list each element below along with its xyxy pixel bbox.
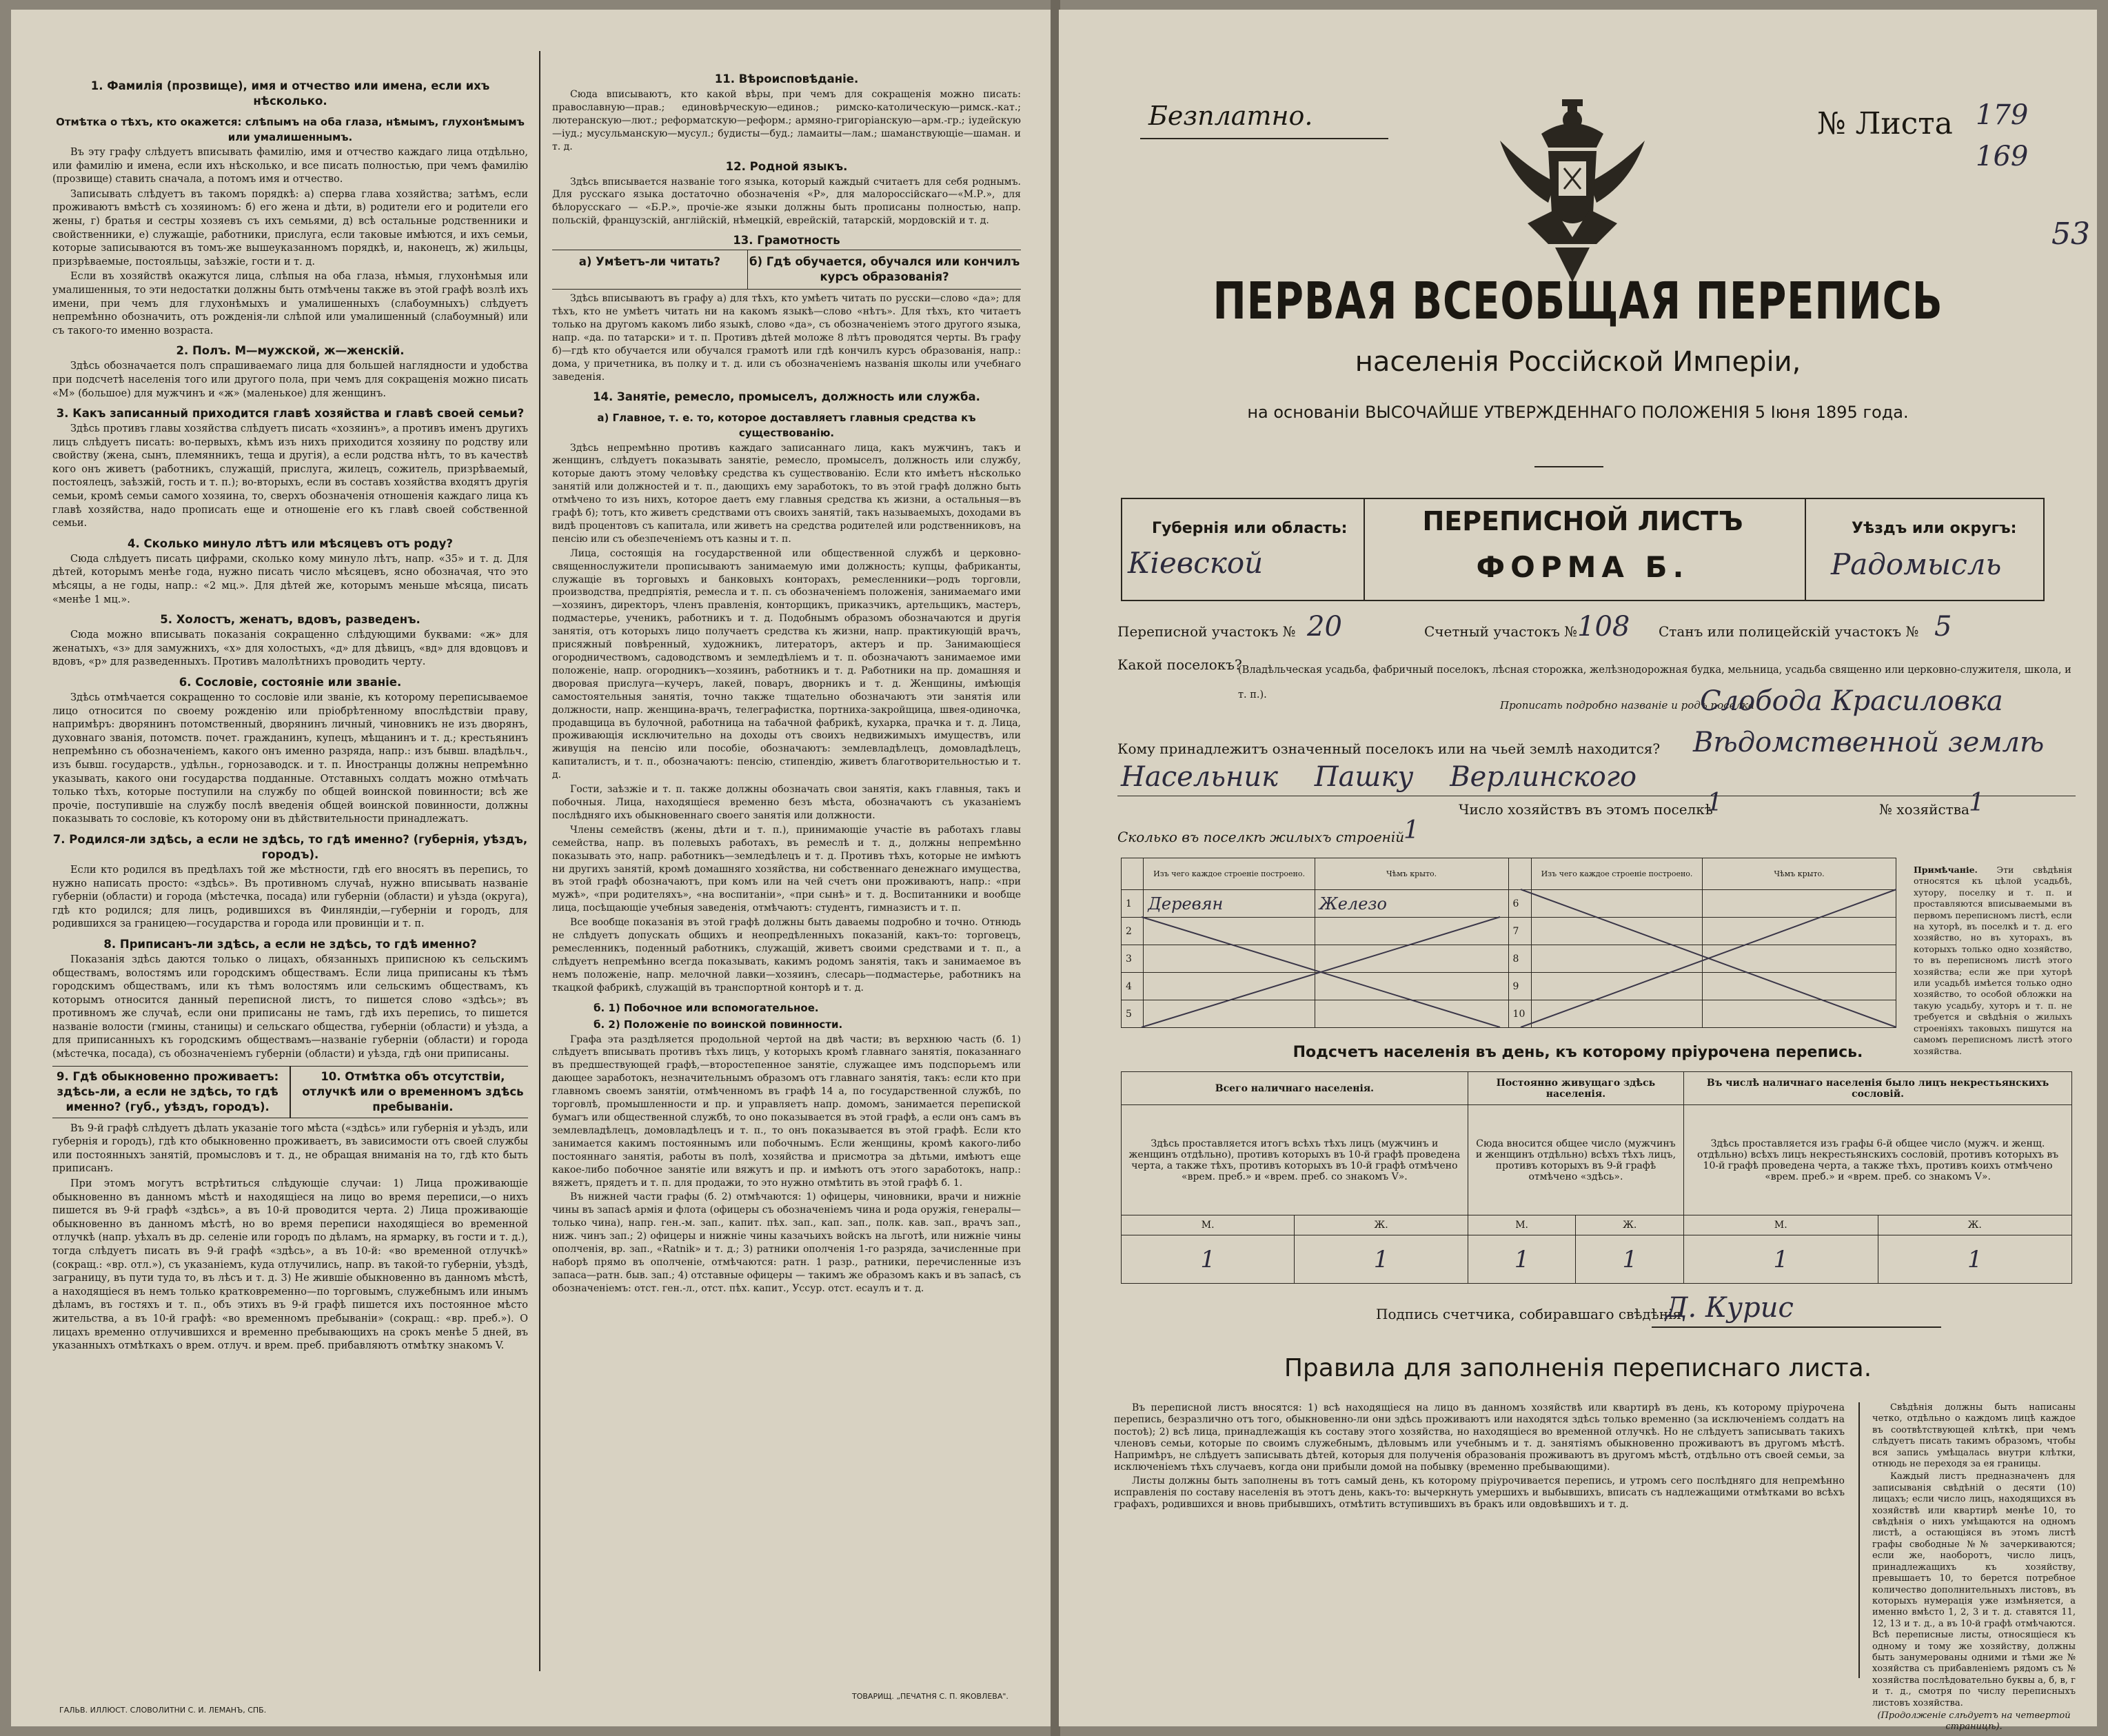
section-13-text: Здѣсь вписываютъ въ графу а) для тѣхъ, кто умѣетъ читать по русски—слово «да»; для тѣхъ, кто не умѣетъ читать ни на какомъ языкѣ—слово «нѣтъ». Для тѣхъ, кто читаетъ только на другомъ какомъ либо языкѣ, слово «да», съ обозначеніемъ этого другого языка, напр. «да. по татарски» и т. п. Противъ дѣтей моложе 8 лѣтъ проводятся черты. Въ графу б)—гдѣ кто обучается или обучался грамотѣ или гдѣ кончилъ курсъ образованія, напр.: дома, у причетника, въ полку и т. д. или съ обозначеніемъ названія школы или учебнаго заведенія. — [552, 293, 1021, 383]
count-value: 1 — [1122, 1235, 1295, 1284]
signature-line — [1652, 1326, 1941, 1328]
row-number: 7 — [1508, 918, 1531, 945]
female-header: Ж. — [1576, 1215, 1684, 1235]
section-9-text: При этомъ могутъ встрѣтиться слѣдующіе случаи: 1) Лица проживающіе обыкновенно въ данномъ мѣстѣ и находящіеся на лицо во время переписи,—о нихъ пишется въ 9-й графѣ «здѣсь», а въ 10-й проводится черта. 2) Лица проживающіе обыкновенно въ данномъ мѣстѣ, но во время переписи находящіеся во временной отлучкѣ (напр. уѣхалъ въ др. селеніе или городъ по дѣламъ, на ярмарку, въ гости и т. д.), тогда слѣдуетъ писать въ 9-й графѣ «здѣсь», а въ 10-й: «во временной отлучкѣ» (сокращ.: «вр. отл.»), съ указаніемъ, куда отлучились, напр. въ такой-то губерніи, уѣздѣ, заграницу, въ пути туда то, въ лѣсъ и т. д. 3) Не жившіе обыкновенно въ данномъ мѣстѣ, а находящіеся въ немъ только кратковременно—по торговымъ, служебнымъ или инымъ дѣламъ, въ гостяхъ и т. п., объ этихъ въ 9-й графѣ пишется ихъ постоянное мѣсто жительства, а въ 10-й графѣ: «во временномъ пребываніи» (сокращ.: «вр. преб.»). О лицахъ временно отлучившихся и временно пребывающихъ на срокъ менѣе 5 дней, въ указанныхъ отмѣткахъ о врем. отлуч. и врем. преб. прибавляютъ отмѣтку знакомъ V. — [52, 1178, 528, 1352]
count-text-present: Здѣсь проставляется итогъ всѣхъ тѣхъ лицъ (мужчинъ и женщинъ отдѣльно), противъ которыхъ въ 10-й графѣ проведена черта, а также тѣхъ, противъ которыхъ въ 10-й графѣ отмѣчено «врем. преб.» и «врем. преб. со знакомъ V». — [1122, 1105, 1468, 1215]
section-1-text: Записывать слѣдуетъ въ такомъ порядкѣ: а) сперва глава хозяйства; затѣмъ, если проживаютъ вмѣстѣ съ хозяиномъ: б) его жена и дѣти, в) родители его и родители его жены, г) братья и сестры хозяевъ съ ихъ семьями, д) всѣ остальные родственники и свойственники, е) служащіе, работники, прислуга, если таковые имѣются, и ихъ семьи, которые записываются въ томъ-же вышеуказанномъ порядкѣ, и, наконецъ, ж) жильцы, призрѣваемые, постояльцы, заѣзжіе, гости и т. д. — [52, 188, 528, 268]
section-13b-title: б) Гдѣ обучается, обучался или кончилъ курсъ образованія? — [749, 255, 1020, 284]
section-4-title: 4. Сколько минуло лѣтъ или мѣсяцевъ отъ роду? — [127, 536, 454, 550]
section-7-title: 7. Родился-ли здѣсь, а если не здѣсь, то гдѣ именно? (губернія, уѣздъ, городъ). — [52, 832, 528, 861]
sheet-number-handwritten-2: 169 — [1976, 141, 2029, 172]
male-header: М. — [1122, 1215, 1295, 1235]
section-1-text: Въ эту графу слѣдуетъ вписывать фамилію, имя и отчество каждаго лица отдѣльно, или фамилію и имена, если ихъ нѣсколько, и все писать полностью, при чемъ фамилію (прозвище) ставить сначала, а потомъ имя и отчество. — [52, 147, 528, 185]
household-number-label: № хозяйства — [1879, 801, 1969, 818]
buildings-label: Сколько въ поселкѣ жилыхъ строеній — [1117, 829, 1405, 845]
count-area-label: Счетный участокъ № — [1424, 623, 1578, 640]
row-number: 3 — [1122, 945, 1144, 973]
section-3-text: Здѣсь противъ главы хозяйства слѣдуетъ писать «хозяинъ», а противъ именъ другихъ лицъ слѣдуетъ писать: во-первыхъ, кѣмъ изъ нихъ приходится хозяину по родству или свойству (жена, сынъ, племянникъ, теща и другія), а если родства нѣтъ, то въ качествѣ кого онъ живетъ (работникъ, служащій, прислуга, жилецъ, сожитель, призрѣваемый, постоялецъ, заѣзжій, гость и т. п.); во-вторыхъ, если въ составъ хозяйства входятъ другія семьи, кромѣ семьи самого хозяина, то, сверхъ обозначенія отношенія каждаго лица къ главѣ хозяйства, надо прописать еще и отношеніе его къ главѣ своей собственной семьи. — [52, 423, 528, 529]
section-13-header — [552, 250, 1021, 290]
household-number-value: 1 — [1969, 789, 1985, 817]
section-9-text: Въ 9-й графѣ слѣдуетъ дѣлать указаніе того мѣста («здѣсь» или губернія и уѣздъ, или губернія и городъ), гдѣ кто обыкновенно проживаетъ, въ зависимости отъ своей службы или постоянныхъ занятій, промысловъ и т. д., не обращая вниманія на то, гдѣ кто быть приписанъ. — [52, 1122, 528, 1175]
police-area-value: 5 — [1934, 611, 1952, 643]
section-14-text: Все вообще показанія въ этой графѣ должны быть даваемы подробно и точно. Отнюдь не слѣдуетъ допускать общихъ и неопредѣленныхъ показаній, какъ-то: торговецъ, ремесленникъ, поденный работникъ, служащій, живетъ своими средствами и т. п., а слѣдуетъ непремѣнно всегда показывать, какимъ родомъ занятія, такъ и занимаемое въ немъ положеніе, напр. мелочной лавки—хозяинъ, слесарь—подмастерье, работникъ на ткацкой фабрикѣ, служащій въ транспортной конторѣ и т. д. — [552, 917, 1021, 993]
population-count-table — [1121, 1071, 2072, 1284]
rules-divider — [1858, 1402, 1860, 1678]
census-title: ПЕРВАЯ ВСЕОБЩАЯ ПЕРЕПИСЬ — [1213, 272, 1943, 331]
section-12-title: 12. Родной языкъ. — [725, 159, 848, 173]
material-header: Изъ чего каждое строеніе построено. — [1531, 858, 1702, 890]
column-divider — [539, 51, 540, 1671]
count-text-permanent: Сюда вносится общее число (мужчинъ и женщинъ отдѣльно) всѣхъ тѣхъ лицъ, противъ которыхъ въ 9-й графѣ отмѣчено «здѣсь». — [1468, 1105, 1683, 1215]
section-14-text: Члены семействъ (жены, дѣти и т. п.), принимающіе участіе въ работахъ главы семейства, напр. въ полевыхъ работахъ, въ ремеслѣ и т. д., должны непремѣнно показывать это, напр. работникъ—земледѣлецъ и т. д. Противъ тѣхъ, которые не имѣютъ ни другихъ занятій, кромѣ домашняго хозяйства, ни собственнаго денежнаго имущества, въ этой графѣ обозначаютъ, при комъ или на чей счетъ они проживаютъ, напр.: «при мужѣ», «при родителяхъ», «на воспитаніи», «при сынѣ» и т. д. Воспитанники и вообще лица, посѣщающіе учебныя заведенія, отмѣчаютъ: студентъ, гимназистъ и т. п. — [552, 824, 1021, 914]
households-label: Число хозяйствъ въ этомъ поселкѣ — [1459, 801, 1713, 818]
row-number: 5 — [1122, 1000, 1144, 1028]
count-text-non-peasant: Здѣсь проставляется изъ графы 6-й общее число (мужч. и женщ. отдѣльно) всѣхъ лицъ некрестьянскихъ сословій, противъ которыхъ въ 10-й графѣ проведена черта, а также тѣхъ, противъ коихъ отмѣчено «врем. преб.» и «врем. преб. со знакомъ V». — [1684, 1105, 2072, 1215]
cancel-cross-marks — [1121, 889, 1896, 1027]
printer-credit: ГАЛЬВ. ИЛЛЮСТ. СЛОВОЛИТНИ С. И. ЛЕМАНЪ, СПБ. — [59, 1706, 267, 1715]
section-5-text: Сюда можно вписывать показанія сокращенно слѣдующими буквами: «ж» для женатыхъ, «з» для замужнихъ, «х» для холостыхъ, «д» для дѣвицъ, «вд» для вдовцовъ и вдовъ, «р» для разведенныхъ. Противъ малолѣтнихъ проводить черту. — [52, 629, 528, 668]
row-number: 2 — [1122, 918, 1144, 945]
district-label: Уѣздъ или округъ: — [1852, 520, 2017, 537]
count-value: 1 — [1878, 1235, 2071, 1284]
section-14-text: Въ нижней части графы (б. 2) отмѣчаются: 1) офицеры, чиновники, врачи и нижніе чины въ запасѣ армія и флота (офицеры съ обозначеніемъ чина и рода оружія, генералы—только чина), напр. ген.-м. зап., капит. пѣх. зап., кап. зап., полк. кав. зап., врачъ зап., ниж. чинъ зап.; 2) офицеры и нижніе чины казачьихъ войскъ на льготѣ, или нижніе чины ополченія, вр. зап., «Ratnik» и т. д.; 3) ратники ополченія 1-го разряда, зачисленные при наборѣ прямо въ ополченіе, отмѣчаются: ратн. 1 разр., ратники, перечисленные изъ запаса—ратн. быв. зап.; 4) отставные офицеры — такимъ же образомъ какъ и въ запасѣ, съ обозначеніемъ: отст. ген.-л., отст. пѣх. капит., Уссур. отст. есаулъ и т. д. — [552, 1191, 1021, 1294]
section-3-title: 3. Какъ записанный приходится главѣ хозяйства и главѣ своей семьи? — [56, 407, 525, 421]
sheet-number-handwritten-3: 53 — [2051, 216, 2090, 252]
rules-column-right — [1872, 1402, 2076, 1735]
count-value: 1 — [1295, 1235, 1468, 1284]
section-7-text: Если кто родился въ предѣлахъ той же мѣстности, гдѣ его вносятъ въ перепись, то нужно написать просто: «здѣсь». Въ противномъ случаѣ, нужно вписывать названіе губерніи (области) и города (мѣстечка, посада) или губерніи (области) и уѣзда (округа), гдѣ кто родился; для лицъ, родившихся въ Финляндіи,—губерніи и городъ, для родившихся за границею—государства и города или провинціи и т. п. — [52, 864, 528, 930]
owner-value-2: Насельник Пашку Верлинского — [1121, 761, 1637, 793]
right-page — [1059, 10, 2097, 1733]
section-9-10-header — [52, 1066, 528, 1118]
header-divider — [290, 1067, 291, 1118]
district-value: Радомысль — [1831, 547, 2002, 581]
section-14b1-title: б. 1) Побочное или вспомогательное. — [594, 1001, 819, 1014]
legal-basis: на основаніи ВЫСОЧАЙШЕ УТВЕРЖДЕННАГО ПОЛОЖЕНІЯ 5 Іюня 1895 года. — [1247, 403, 1909, 422]
rules-continued-note: (Продолженіе слѣдуетъ на четвертой страницѣ). — [1877, 1710, 2071, 1733]
count-area-value: 108 — [1577, 611, 1630, 643]
row-number: 6 — [1508, 890, 1531, 918]
section-13-title: 13. Грамотность — [733, 234, 840, 248]
count-value: 1 — [1468, 1235, 1576, 1284]
section-14-text: Лица, состоящія на государственной или общественной службѣ и церковно-священнослужители прописываютъ занимаемую ими должность; купцы, фабриканты, служащіе въ торговыхъ и банковыхъ конторахъ, ремесленники—родъ торговли, производства, предпріятія, ремесла и т. п. съ обозначеніемъ положенія, занимаемаго ими—хозяинъ, директоръ, членъ правленія, конторщикъ, приказчикъ, артельщикъ, мастеръ, подмастерье, ученикъ, работникъ и т. д. Подобнымъ образомъ обозначаются и другія занятія, отъ которыхъ лицо получаетъ средства къ жизни, напр. практикующій врачъ, присяжный повѣренный, художникъ, литераторъ, актеръ и пр. Занимающіеся огородничествомъ, садоводствомъ и земледѣліемъ и т. п. обозначаютъ занимаемое ими положеніе, напр. огородникъ—хозяинъ, работникъ и т. д. Работники на пр. домашняя и дворовая прислуга—кучеръ, лакей, поваръ, дворникъ и т. д. Женщины, имѣющія самостоятельныя занятія, точно также тщательно обозначаютъ эти занятія или должности, напр. женщина-врачъ, телеграфистка, портниха-закройщица, швея-одиночка, продавщица въ булочной, работница на табачной фабрикѣ, кухарка, прачка и т. д. Лица, проживающія исключительно на доходы отъ своихъ недвижимыхъ имуществъ, или живущія на пенсію или пособіе, обозначаютъ: землевладѣлецъ, домовладѣлецъ, капиталистъ, и т. п., обозначаютъ: пенсію, стипендію, живетъ благотворительностью и т. д. — [552, 547, 1021, 781]
province-value: Кіевской — [1128, 546, 1264, 580]
section-2-title: 2. Полъ. М—мужской, ж—женскій. — [176, 344, 405, 358]
row-number: 8 — [1508, 945, 1531, 973]
section-4-text: Сюда слѣдуетъ писать цифрами, сколько кому минуло лѣтъ, напр. «35» и т. д. Для дѣтей, которымъ менѣе года, нужно писать число мѣсяцевъ, ясно обозначая, что это мѣсяцы, а не годы, напр.: «2 мц.». Для дѣтей же, которымъ меньше мѣсяца, писать «менѣе 1 мц.». — [52, 553, 528, 605]
count-value: 1 — [1684, 1235, 1878, 1284]
section-1-title: 1. Фамилія (прозвище), имя и отчество или имена, если ихъ нѣсколько. — [90, 79, 490, 108]
section-14-title: 14. Занятіе, ремесло, промыселъ, должность или служба. — [593, 390, 980, 403]
section-14-text: Здѣсь непремѣнно противъ каждаго записаннаго лица, какъ мужчинъ, такъ и женщинъ, слѣдуетъ показывать занятіе, ремесло, промыселъ, должность или службу, которые даютъ этому человѣку средства къ существованію. Если кто имѣетъ нѣсколько занятій или должностей и т. п., дающихъ ему заработокъ, то въ этой графѣ должно быть отмѣчено то изъ нихъ, которое даетъ ему главныя средства къ жизни, а остальныя—въ графѣ б); тотъ, кто живетъ средствами отъ своихъ занятій, такъ называемыхъ, доходами въ видѣ процентовъ съ капитала, или живетъ на средства родителей или родственниковъ, на пенсію или съ обезпеченіемъ отъ казны и т. п. — [552, 442, 1021, 545]
box-divider — [1805, 499, 1806, 601]
sheet-number-label: № Листа — [1817, 106, 1953, 141]
settlement-label: Какой поселокъ? — [1117, 656, 1242, 673]
section-9-title: 9. Гдѣ обыкновенно проживаетъ: здѣсь-ли, а если не здѣсь, то гдѣ именно? (губ., уѣздъ, городъ). — [56, 1069, 279, 1113]
imperial-eagle-emblem — [1486, 85, 1659, 292]
section-10-title: 10. Отмѣтка объ отсутствіи, отлучкѣ или о временномъ здѣсь пребываніи. — [302, 1069, 524, 1113]
rules-title: Правила для заполненія переписнаго листа. — [1284, 1354, 1872, 1382]
signature-value: Д. Курис — [1665, 1292, 1794, 1324]
households-value: 1 — [1707, 789, 1723, 817]
male-header: М. — [1684, 1215, 1878, 1235]
section-1-text: Если въ хозяйствѣ окажутся лица, слѣпыя на оба глаза, нѣмыя, глухонѣмыя или умалишенныя, то эти недостатки должны быть отмѣчены также въ этой графѣ возлѣ ихъ имени, при чемъ для глухонѣмыхъ и умалишенныхъ (слабоумныхъ) слѣдуетъ непремѣнно обозначить, отъ рожденія-ли слѣпой или умалишенный (слабоумный) или съ такого-то именно возраста. — [52, 271, 528, 336]
section-14a-title: а) Главное, т. е. то, которое доставляетъ главныя средства къ существованію. — [597, 411, 976, 439]
census-area-label: Переписной участокъ № — [1117, 623, 1296, 640]
count-value: 1 — [1576, 1235, 1684, 1284]
police-area-label: Станъ или полицейскій участокъ № — [1659, 623, 1919, 640]
underline — [1140, 138, 1388, 139]
form-title: ПЕРЕПИСНОЙ ЛИСТЪ — [1422, 506, 1743, 536]
rules-column-left — [1114, 1402, 1845, 1513]
rules-text: Листы должны быть заполнены въ тотъ самый день, къ которому пріурочивается перепись, и утромъ сего послѣдняго для непремѣнно исправленія по составу населенія въ этотъ день, какъ-то: вычеркнуть умершихъ и выбывшихъ, вписать съ надлежащими отмѣтками во всѣхъ графахъ, родившихся и вновь прибывшихъ, отмѣтить вступившихъ въ бракъ или овдовѣвшихъ и т. д. — [1114, 1475, 1845, 1511]
settlement-prompt: Прописать подробно названіе и родъ поселка — [1500, 699, 1754, 711]
row-material: Деревян — [1144, 890, 1315, 918]
rules-text: Каждый листъ предназначенъ для записыванія свѣдѣній о десяти (10) лицахъ; если число лицъ, находящихся въ хозяйствѣ или квартирѣ менѣе 10, то свѣдѣнія о нихъ умѣщаются на одномъ листѣ, а остающіяся въ этомъ листѣ графы свободные №№ зачеркиваются; если же, наоборотъ, число лицъ, принадлежащихъ къ хозяйству, превышаетъ 10, то берется потребное количество дополнительныхъ листовъ, въ которыхъ нумерація уже измѣняется, а именно вмѣсто 1, 2, 3 и т. д. ставятся 11, 12, 13 и т. д., а въ 10-й графѣ отмѣчаются. Всѣ переписные листы, относящіеся къ одному и тому же хозяйству, должны быть занумерованы одними и тѣми же № хозяйства съ прибавленіемъ рядомъ съ № хозяйства послѣдовательно буквы а, б, в, г и т. д., смотря по числу переписныхъ листовъ хозяйства. — [1872, 1471, 2076, 1708]
section-11-title: 11. Вѣроисповѣданіе. — [714, 72, 859, 85]
section-11-text: Сюда вписываютъ, кто какой вѣры, при чемъ для сокращенія можно писать: православную—прав.; единовѣрческую—единов.; римско-католическую—римск.-кат.; лютеранскую—лют.; реформатскую—реформ.; армяно-григоріанскую—арм.-гр.; іудейскую—іуд.; мусульманскую—мусул.; будисты—буд.; ламаиты—лам.; шаманствующіе—шаман. и т. д. — [552, 89, 1021, 152]
print-house-credit: ТОВАРИЩ. „ПЕЧАТНЯ С. П. ЯКОВЛЕВА". — [852, 1692, 1009, 1701]
row-number: 10 — [1508, 1000, 1531, 1028]
population-count-title: Подсчетъ населенія въ день, къ которому пріурочена перепись. — [1293, 1044, 1863, 1061]
section-13a-title: а) Умѣетъ-ли читать? — [578, 255, 721, 269]
note-text: Эти свѣдѣнія относятся къ цѣлой усадьбѣ, хутору, поселку и т. п. и проставляются вписываемыми въ первомъ переписномъ листѣ, если на хуторѣ, въ поселкѣ и т. д. его хозяйство, но въ хуторахъ, въ которыхъ только одно хозяйство, то въ переписномъ листѣ этого хозяйства; если же при хуторѣ или усадьбѣ имѣется только одно хозяйство, то особой обложки на такую усадьбу, хуторъ и т. п. не требуется и свѣдѣнія о жилыхъ строеніяхъ таковыхъ пишутся на самомъ переписномъ листѣ этого хозяйства. — [1914, 865, 2072, 1056]
section-14-text: Гости, заѣзжіе и т. п. также должны обозначать свои занятія, какъ главныя, такъ и побочныя. Лица, находящіеся временно безъ мѣста, обозначаютъ съ указаніемъ послѣдняго ихъ обыкновеннаго своего занятія или должности. — [552, 784, 1021, 821]
rules-text: Свѣдѣнія должны быть написаны четко, отдѣльно о каждомъ лицѣ каждое въ соотвѣтствующей клѣткѣ, при чемъ слѣдуетъ писать такимъ образомъ, чтобы вся запись умѣщалась внутри клѣтки, отнюдь не переходя за ея границы. — [1872, 1402, 2076, 1470]
count-header-permanent: Постоянно живущаго здѣсь населенія. — [1468, 1072, 1683, 1105]
row-number: 4 — [1122, 973, 1144, 1000]
male-header: М. — [1468, 1215, 1576, 1235]
instructions-column-1 — [52, 73, 528, 1355]
count-header-non-peasant: Въ числѣ наличнаго населенія было лицъ некрестьянскихъ сословій. — [1684, 1072, 2072, 1105]
census-area-value: 20 — [1307, 611, 1342, 643]
province-label: Губернія или область: — [1152, 520, 1348, 537]
free-of-charge-label: Безплатно. — [1148, 101, 1313, 131]
left-page — [11, 10, 1052, 1726]
settlement-value: Слобода Красиловка — [1700, 685, 2003, 717]
form-name: ФОРМА Б. — [1476, 550, 1690, 584]
row-number: 9 — [1508, 973, 1531, 1000]
section-5-title: 5. Холостъ, женатъ, вдовъ, разведенъ. — [160, 613, 420, 627]
row-number: 1 — [1122, 890, 1144, 918]
section-6-text: Здѣсь отмѣчается сокращенно то сословіе или званіе, къ которому переписываемое лицо относится по своему рожденію или пріобрѣтенному впослѣдствіи праву, напримѣръ: дворянинъ потомственный, дворянинъ личный, чиновникъ не изъ дворянъ, духовнаго званія, потомств. почет. гражданинъ, купецъ, мѣщанинъ и т. д.; крестьянинъ непремѣнно съ обозначеніемъ, какого онъ именно разряда, напр.: изъ бывш. владѣльч., изъ бывш. государств., удѣльн., горнозаводск. и т. п. Иностранцы должны непремѣнно указывать, какого они государства подданные. Отставныхъ солдатъ можно отмѣчать только тѣхъ, которые поступили на службу по общей воинской повинности; всѣ же прочіе, поступившіе на службу послѣ введенія общей воинской повинности, должны показывать то сословіе, къ которому они въ дѣйствительности принадлежатъ. — [52, 692, 528, 825]
signature-label: Подпись счетчика, собиравшаго свѣдѣнія — [1376, 1306, 1682, 1322]
section-8-text: Показанія здѣсь даются только о лицахъ, обязанныхъ приписною къ сельскимъ обществамъ, волостямъ или городскимъ обществамъ. Если лица приписаны къ тѣмъ городскимъ обществамъ, или къ тѣмъ волостямъ или сельскимъ обществамъ, къ которымъ относится данный переписной листъ, то пишется слово «здѣсь»; въ противномъ же случаѣ, если они приписаны не тамъ, гдѣ ихъ перепись, то пишется названіе волости (гмины, станицы) и сельскаго общества, губерніи (области) и уѣзда, а для приписанныхъ къ городскимъ обществамъ—названіе губерніи (области) и города (мѣстечка, посада), съ обозначеніемъ губерніи (области) и уѣзда, гдѣ они приписаны. — [52, 953, 528, 1060]
rules-text: Въ переписной листъ вносятся: 1) всѣ находящіеся на лицо въ данномъ хозяйствѣ или квартирѣ въ день, къ которому пріурочена перепись, безразлично отъ того, обыкновенно-ли они здѣсь проживаютъ или находятся здѣсь только временно (за исключеніемъ солдатъ на постоѣ); 2) всѣ лица, принадлежащія къ составу этого хозяйства, но находящіеся во временной отлучкѣ. Но не слѣдуетъ записывать такихъ членовъ семьи, которые по своимъ служебнымъ, дѣловымъ или учебнымъ и т. д. занятіямъ обыкновенно проживаютъ въ другомъ мѣстѣ. Напримѣръ, не слѣдуетъ записывать дѣтей, которыя для полученія образованія проживаютъ въ другомъ мѣстѣ, отдѣльно отъ своей семьи, за исключеніемъ тѣхъ случаевъ, когда они прибыли домой на побывку (временно пребывающими). — [1114, 1402, 1845, 1473]
section-6-title: 6. Сословіе, состояніе или званіе. — [179, 676, 402, 689]
section-14-text: Графа эта раздѣляется продольной чертой на двѣ части; въ верхнюю часть (б. 1) слѣдуетъ вписывать противъ тѣхъ лицъ, у которыхъ кромѣ главнаго занятія, показаннаго въ предшествующей графѣ,—второстепенное занятіе, служащее имъ подспорьемъ или дающее заработокъ, незначительнымъ образомъ отъ главнаго занятія, такъ: если кто при главномъ своемъ занятіи, отмѣченномъ въ графѣ 14 а, по государственной службѣ, по торговлѣ, промышленности и пр. и управляетъ напр. домомъ, занимается перепиской бумагъ или общественной службѣ, то оно показывается въ этой графѣ, а если онъ самъ въ землевладѣлецъ, домовладѣлецъ и т. п., то онъ показывается въ этой графѣ. Если кто занимается какимъ постояннымъ или побочнымъ. Если женщины, кромѣ какого-либо постояннаго занятія, работы въ полѣ, хозяйства и присмотра за дѣтьми, имѣютъ еще какое-либо побочное занятіе или вяжутъ и пр. и имѣютъ отъ этого заработокъ, напр.: вяжетъ, прядетъ и т. п. для продажи, то это нужно отмѣтить въ этой графѣ б. 1. — [552, 1033, 1021, 1189]
roof-header: Чѣмъ крыто. — [1315, 858, 1508, 890]
note-label: Примѣчаніе. — [1914, 865, 1978, 875]
settlement-note: (Владѣльческая усадьба, фабричный поселокъ, лѣсная сторожка, желѣзнодорожная будка, мельница, усадьба священно или церковно-служителя, школа, и т. п.). — [1238, 665, 2071, 700]
sheet-number-handwritten: 179 — [1976, 99, 2029, 131]
owner-label: Кому принадлежитъ означенный поселокъ или на чьей землѣ находится? — [1117, 740, 1661, 757]
material-header: Изъ чего каждое строеніе построено. — [1144, 858, 1315, 890]
owner-value: Вѣдомственной землѣ — [1693, 727, 2045, 758]
section-8-title: 8. Приписанъ-ли здѣсь, а если не здѣсь, то гдѣ именно? — [103, 937, 477, 951]
female-header: Ж. — [1878, 1215, 2071, 1235]
section-14b2-title: б. 2) Положеніе по воинской повинности. — [594, 1018, 843, 1031]
section-12-text: Здѣсь вписывается названіе того языка, который каждый считаетъ для себя роднымъ. Для русскаго языка достаточно обозначенія «Р», для малороссійскаго—«М.Р.», для бѣлорусскаго — «Б.Р.», прочіе-же языки должны быть прописаны полностью, напр. польскій, французскій, англійскій, нѣмецкій, еврейскій, татарскій, мордовскій и т. д. — [552, 176, 1021, 227]
section-1-subtitle: Отмѣтка о тѣхъ, кто окажется: слѣпымъ на оба глаза, нѣмымъ, глухонѣмымъ или умалишеннымъ. — [56, 116, 525, 143]
census-subtitle: населенія Россійской Имперіи, — [1355, 346, 1801, 378]
buildings-value: 1 — [1403, 816, 1419, 845]
count-header-present: Всего наличнаго населенія. — [1122, 1072, 1468, 1105]
roof-header: Чѣмъ крыто. — [1703, 858, 1896, 890]
section-2-text: Здѣсь обозначается полъ спрашиваемаго лица для большей наглядности и удобства при подсчетѣ населенія того или другого пола, при чемъ для сокращенія можно писать «М» (большое) для мужчинъ и «ж» (маленькое) для женщинъ. — [52, 361, 528, 399]
short-rule — [1534, 466, 1603, 467]
row-roof: Железо — [1315, 890, 1508, 918]
buildings-note — [1914, 865, 2072, 1057]
instructions-column-2 — [552, 66, 1021, 1297]
female-header: Ж. — [1295, 1215, 1468, 1235]
